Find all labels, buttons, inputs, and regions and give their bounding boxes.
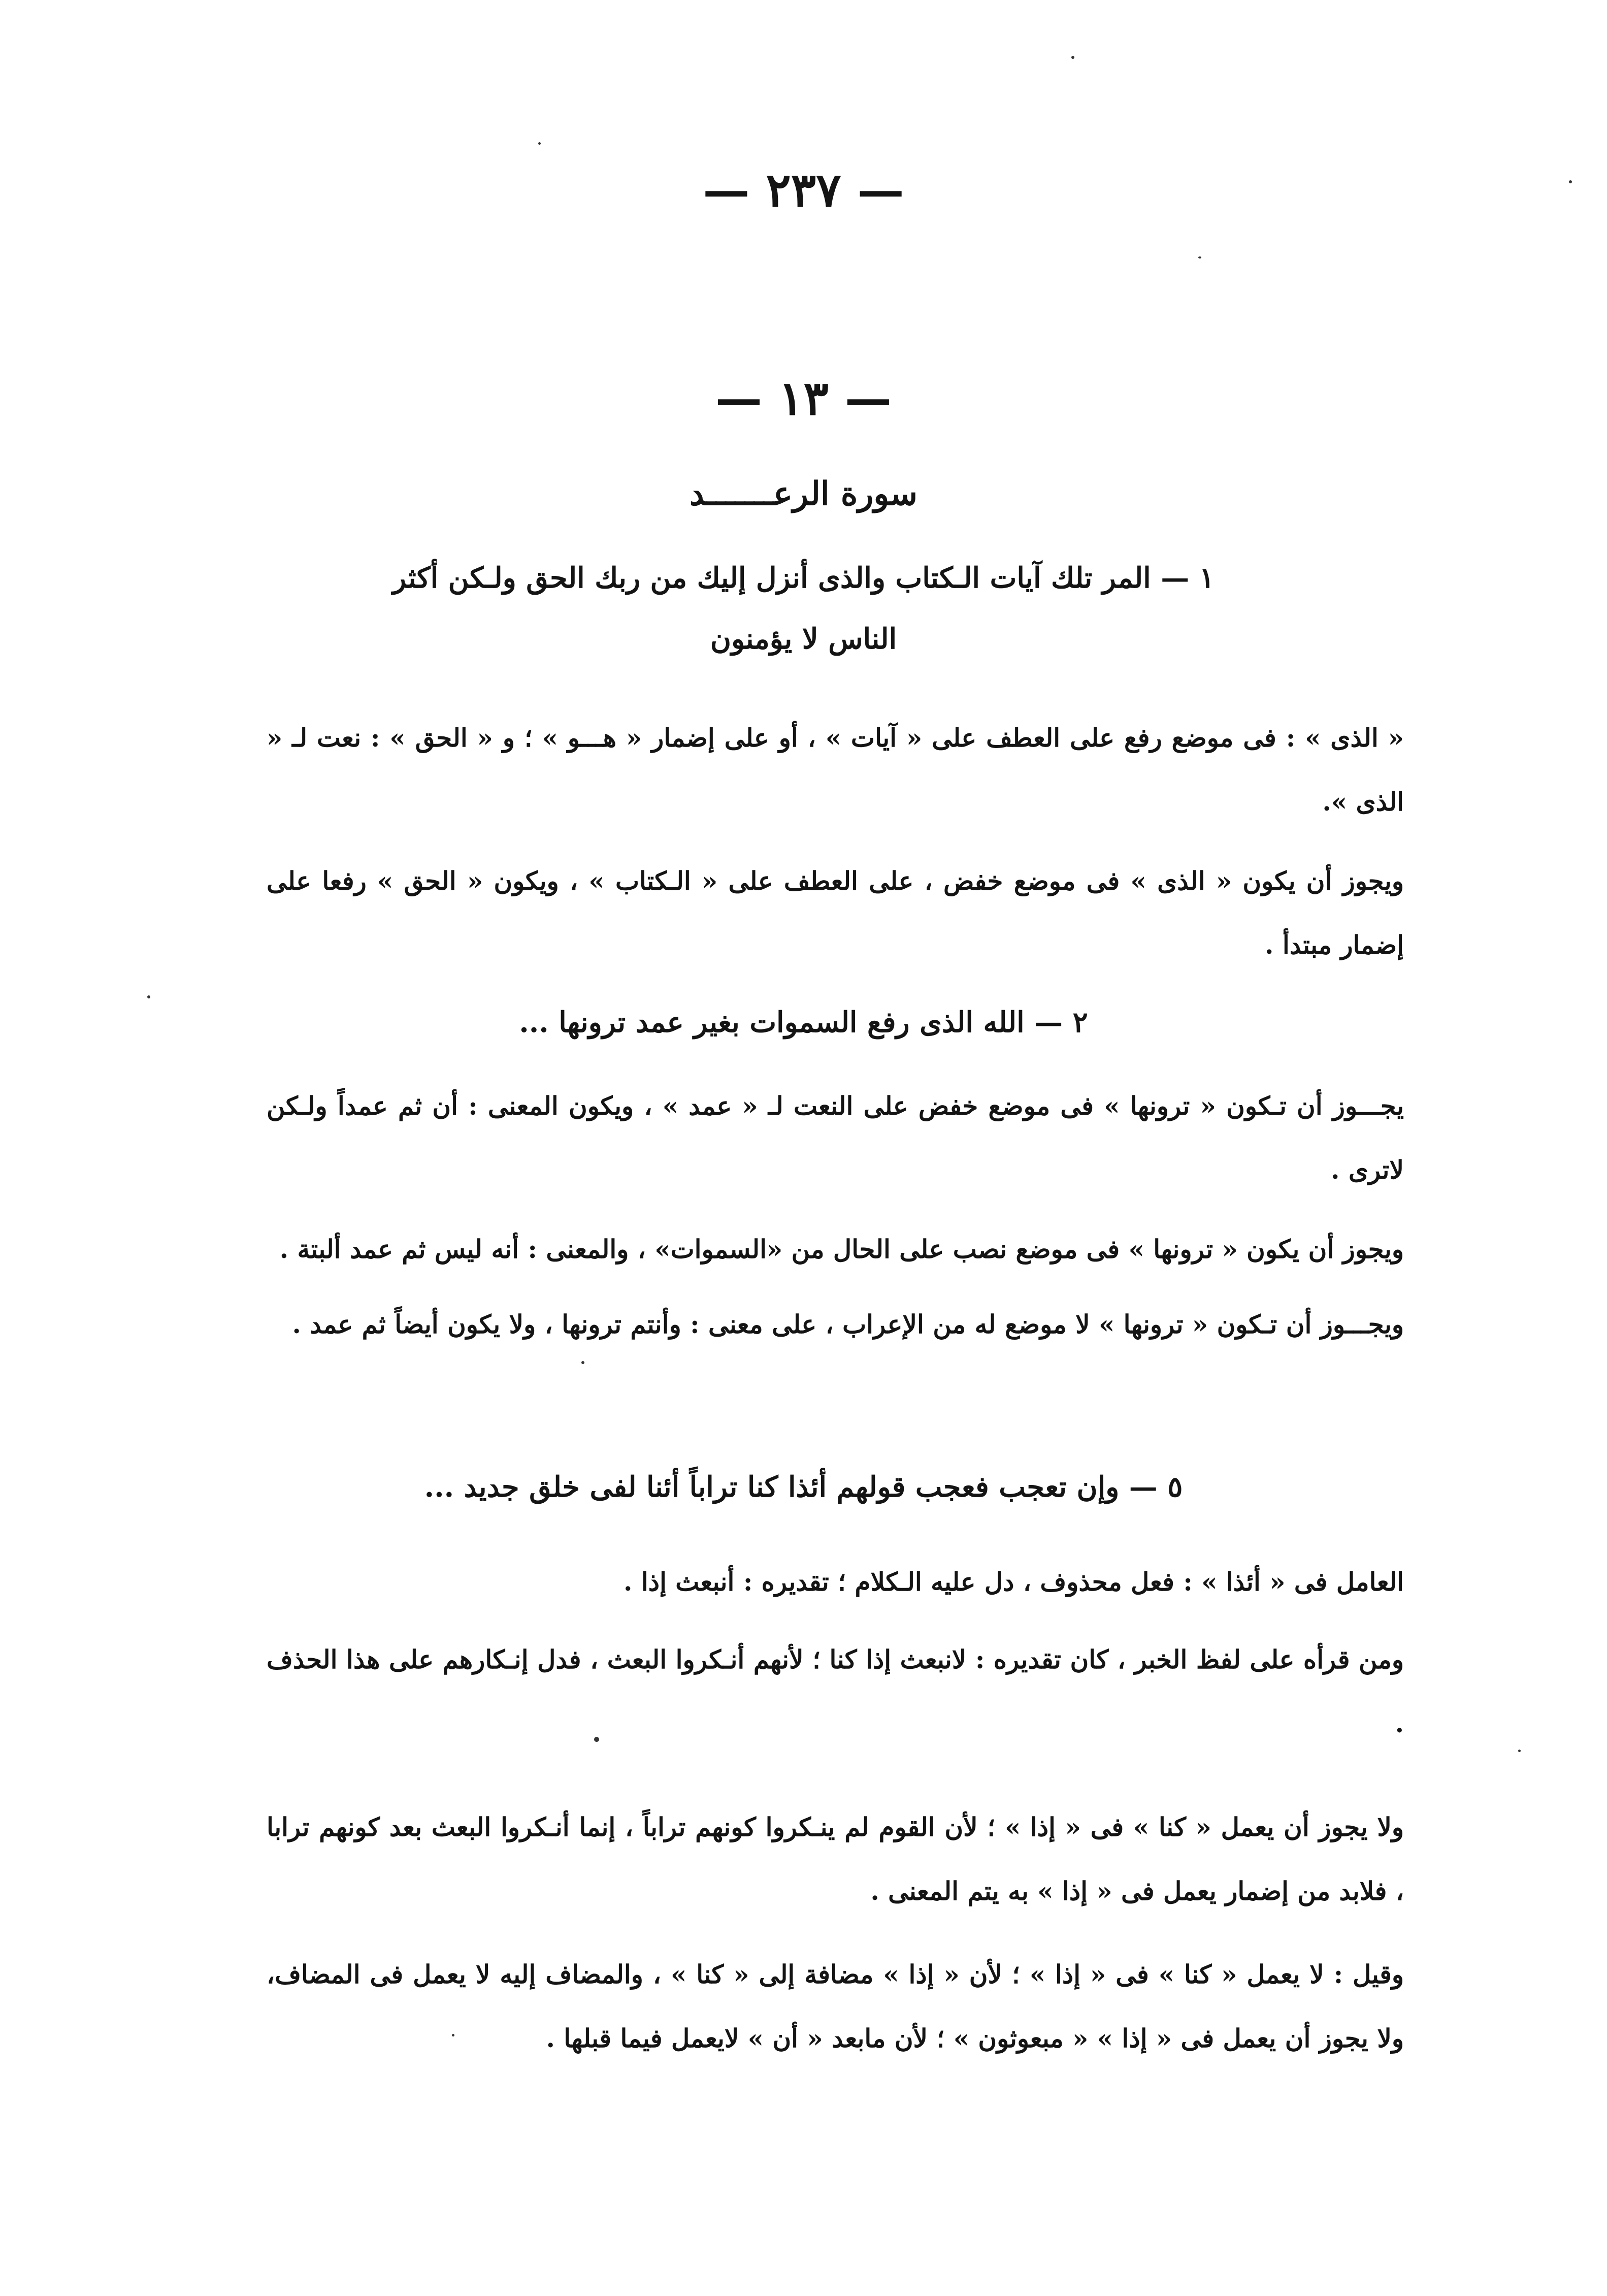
scan-speck bbox=[1198, 256, 1201, 258]
scan-speck bbox=[1569, 180, 1572, 183]
scan-speck bbox=[452, 2034, 454, 2036]
commentary-paragraph-2: ويجوز أن يكون « الذى » فى موضع خفض ، على العطف على « الـكتاب » ، ويكون « الحق » رفعا على إضمار مبتدأ . bbox=[267, 866, 1404, 960]
scan-speck bbox=[594, 1737, 599, 1742]
verse-5: ٥ — وإن تعجب فعجب قولهم أئذا كنا تراباً أئنا لفى خلق جديد ... bbox=[424, 1470, 1183, 1504]
commentary-paragraph-9: وقيل : لا يعمل « كنا » فى « إذا » ؛ لأن « إذا » مضافة إلى « كنا » ، والمضاف إليه لا يعمل فى المضاف، ولا يجوز أن يعمل فى « إذا » « مبعوثون » ؛ لأن مابعد « أن » لايعمل فيما قبلها . bbox=[267, 1959, 1404, 2053]
commentary-paragraph-4: ويجوز أن يكون « ترونها » فى موضع نصب على الحال من «السموات» ، والمعنى : أنه ليس ثم عمد ألبتة . bbox=[279, 1234, 1404, 1264]
commentary-paragraph-7: ومن قرأه على لفظ الخبر ، كان تقديره : لانبعث إذا كنا ؛ لأنهم أنـكروا البعث ، فدل إنـكارهم على هذا الحذف . bbox=[267, 1644, 1404, 1738]
commentary-paragraph-1: « الذى » : فى موضع رفع على العطف على « آيات » ، أو على إضمار « هـــو » ؛ و « الحق » : نعت لـ « الذى ». bbox=[267, 723, 1404, 817]
scan-speck bbox=[147, 995, 150, 998]
verse-2: ٢ — الله الذى رفع السموات بغير عمد ترونها ... bbox=[519, 1006, 1088, 1039]
scan-speck bbox=[581, 1361, 584, 1364]
commentary-paragraph-3: يجـــوز أن تـكون « ترونها » فى موضع خفض على النعت لـ « عمد » ، ويكون المعنى : أن ثم عمداً ولـكن لاترى . bbox=[267, 1091, 1404, 1185]
verse-1-line-1: ١ — المر تلك آيات الـكتاب والذى أنزل إليك من ربك الحق ولـكن أكثر bbox=[392, 561, 1215, 595]
commentary-paragraph-8: ولا يجوز أن يعمل « كنا » فى « إذا » ؛ لأن القوم لم ينـكروا كونهم تراباً ، إنما أنـكروا البعث بعد كونهم ترابا ، فلابد من إضمار يعمل فى « إذا » به يتم المعنى . bbox=[267, 1812, 1404, 1906]
surah-title: سورة الرعـــــــد bbox=[689, 475, 918, 513]
verse-1-line-2: الناس لا يؤمنون bbox=[710, 622, 897, 656]
commentary-paragraph-6: العامل فى « أئذا » : فعل محذوف ، دل عليه الـكلام ؛ تقديره : أنبعث إذا . bbox=[624, 1567, 1404, 1597]
commentary-paragraph-5: ويجـــوز أن تـكون « ترونها » لا موضع له من الإعراب ، على معنى : وأنتم ترونها ، ولا يكون أيضاً ثم عمد . bbox=[292, 1309, 1404, 1339]
page-number: — ٢٣٧ — bbox=[703, 163, 904, 217]
scan-speck bbox=[1071, 56, 1074, 59]
section-number: — ١٣ — bbox=[715, 371, 892, 426]
scan-speck bbox=[538, 142, 541, 145]
scan-speck bbox=[1518, 1750, 1521, 1752]
